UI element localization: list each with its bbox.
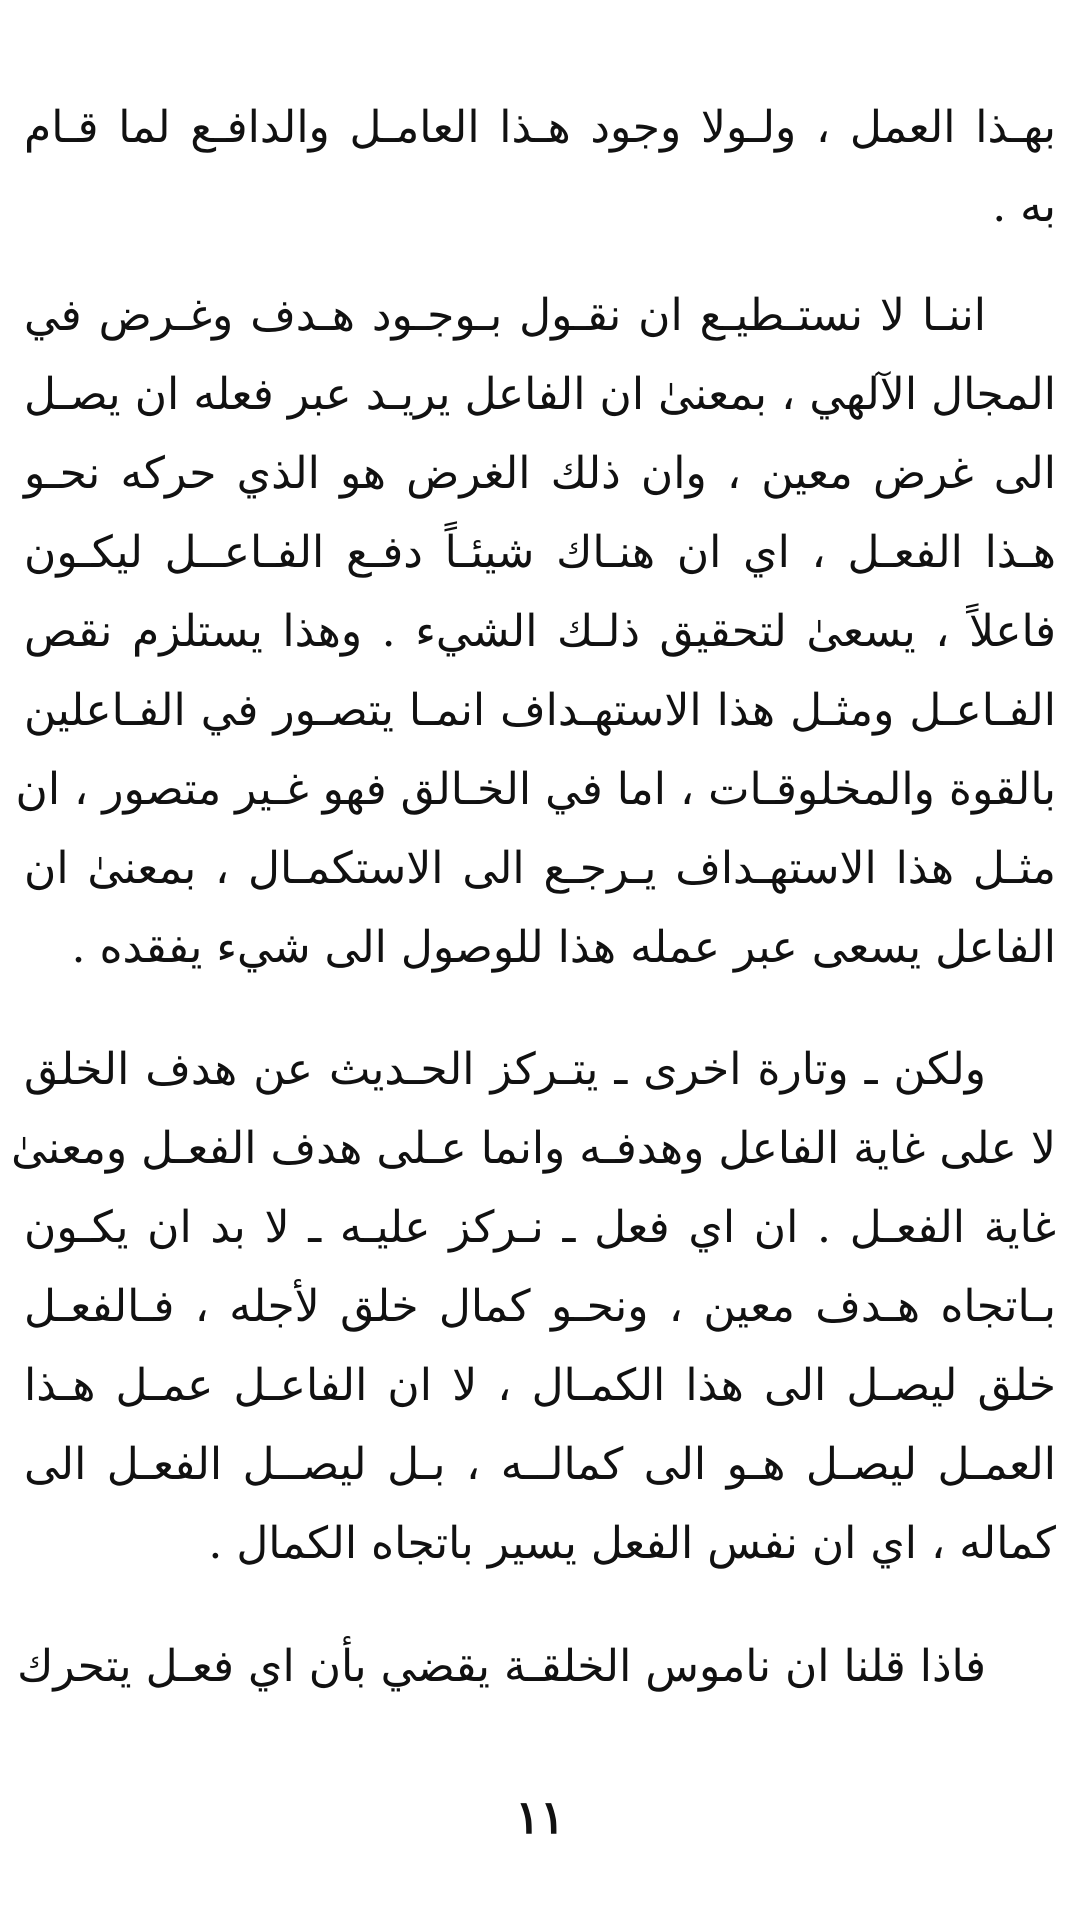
paragraph-continuation [24, 88, 1056, 246]
text-line: العمـل ليصـل هـو الى كمالــه ، بـل ليصــل الفعـل الى [24, 1439, 1056, 1490]
paragraph [17, 1627, 1056, 1706]
text-line: به . [992, 181, 1056, 232]
text-line: كماله ، اي ان نفس الفعل يسير باتجاه الكمال . [208, 1518, 1056, 1569]
text-line: غاية الفعـل . ان اي فعل ـ نـركز عليـه ـ لا بد ان يكـون [24, 1202, 1056, 1253]
text-line: الفاعل يسعى عبر عمله هذا للوصول الى شيء يفقده . [71, 922, 1056, 973]
text-line: بهـذا العمل ، ولـولا وجود هـذا العامـل والدافـع لما قـام [24, 102, 1056, 153]
text-line: الفـاعـل ومثـل هذا الاستهـداف انمـا يتصـور في الفـاعلين [24, 685, 1056, 736]
text-line: هـذا الفعـل ، اي ان هنـاك شيئـاً دفـع الفـاعــل ليكـون [24, 527, 1056, 578]
text-line: فاعلاً ، يسعىٰ لتحقيق ذلـك الشيء . وهذا يستلزم نقص [24, 606, 1056, 657]
text-line: ولكن ـ وتارة اخرى ـ يتـركز الحـديث عن هدف الخلق [24, 1044, 986, 1095]
paragraph [15, 276, 1056, 987]
text-line: الى غرض معين ، وان ذلك الغرض هو الذي حركه نحـو [24, 448, 1056, 499]
text-line: اننـا لا نستـطيـع ان نقـول بـوجـود هـدف وغـرض في [24, 290, 986, 341]
text-line: بالقوة والمخلوقـات ، اما في الخـالق فهو غـير متصور ، ان [15, 764, 1056, 815]
text-line: المجال الآلهي ، بمعنىٰ ان الفاعل يريـد عبر فعله ان يصـل [24, 369, 1056, 420]
text-line: خلق ليصـل الى هذا الكمـال ، لا ان الفاعـل عمـل هـذا [24, 1360, 1056, 1411]
text-line: مثـل هذا الاستهـداف يـرجـع الى الاستكمـال ، بمعنىٰ ان [24, 843, 1056, 894]
page-number: ١١ [515, 1790, 565, 1844]
text-line: بـاتجاه هـدف معين ، ونحـو كمال خلق لأجله ، فـالفعـل [24, 1281, 1056, 1332]
text-line: فاذا قلنا ان ناموس الخلقـة يقضي بأن اي فعـل يتحرك [17, 1641, 986, 1692]
paragraph [11, 1030, 1056, 1583]
text-line: لا على غاية الفاعل وهدفـه وانما عـلى هدف الفعـل ومعنىٰ [11, 1123, 1056, 1174]
